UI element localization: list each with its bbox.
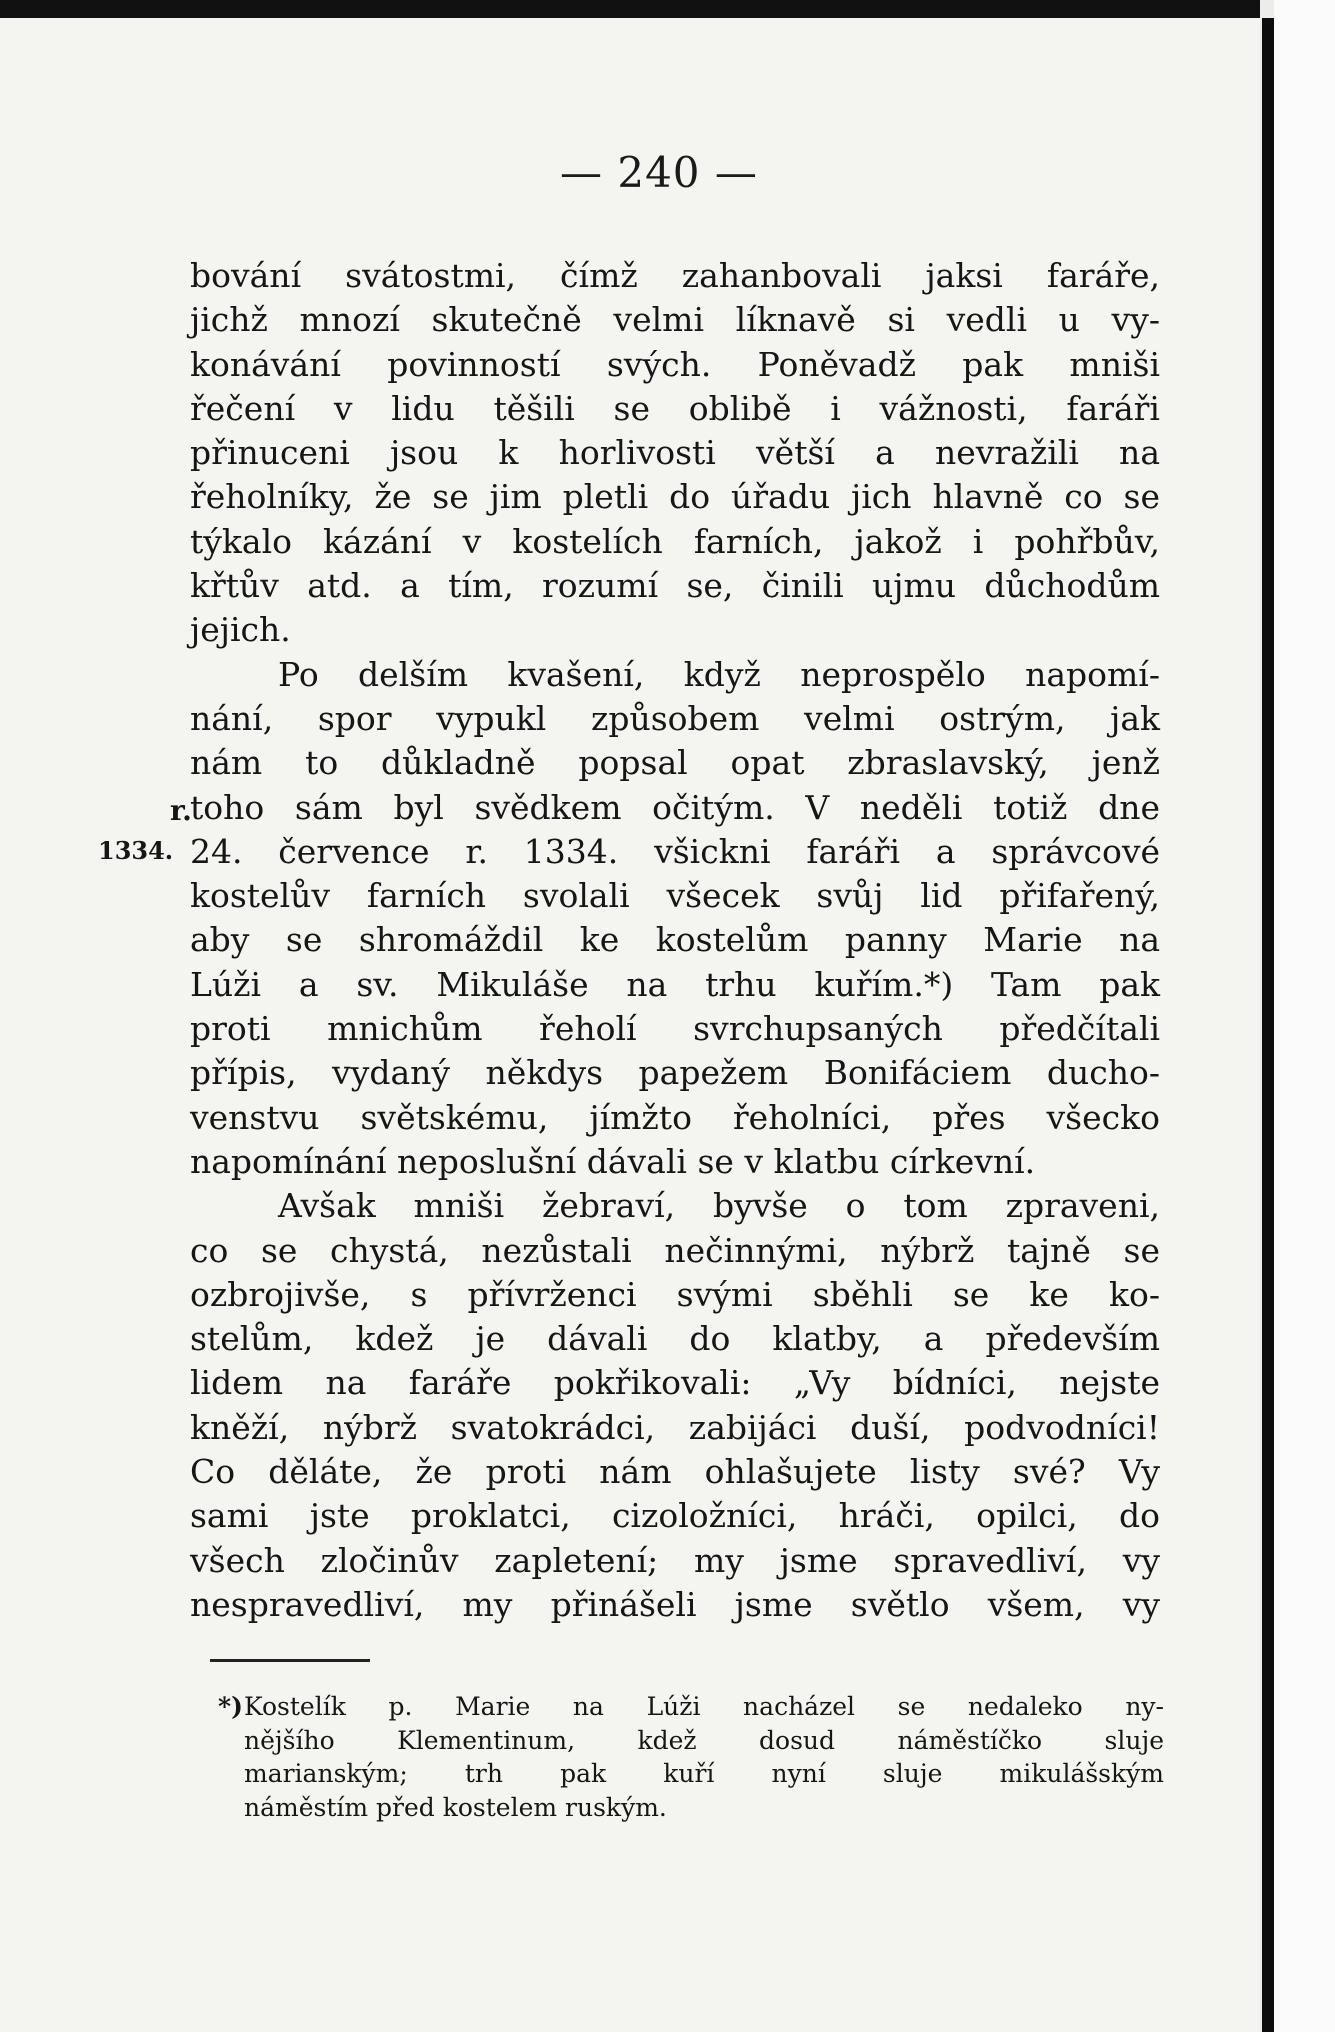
text-line: nání, spor vypukl způsobem velmi ostrým, jak	[190, 698, 1160, 738]
text-line: konávání povinností svých. Poněvadž pak mniši	[190, 344, 1160, 384]
text-line: stelům, kdež je dávali do klatby, a především	[190, 1319, 1160, 1359]
footnote-divider	[210, 1659, 370, 1662]
page-edge-shadow	[1262, 18, 1274, 2032]
footnote-line: Kostelík p. Marie na Lúži nacházel se nedaleko ny-	[244, 1692, 1164, 1721]
text-line: týkalo kázání v kostelích farních, jakož i pohřbův,	[190, 521, 1160, 561]
text-line: co se chystá, nezůstali nečinnými, nýbrž tajně se	[190, 1230, 1160, 1270]
text-line: přípis, vydaný někdys papežem Bonifáciem ducho-	[190, 1053, 1160, 1093]
text-line: Co děláte, že proti nám ohlašujete listy své? Vy	[190, 1452, 1160, 1492]
text-line: kostelův farních svolali všecek svůj lid přifařený,	[190, 876, 1160, 916]
text-line: jejich.	[190, 610, 291, 650]
text-line: napomínání neposlušní dávali se v klatbu církevní.	[190, 1141, 1036, 1181]
text-line: Lúži a sv. Mikuláše na trhu kuřím.*) Tam pak	[190, 964, 1160, 1004]
page-number: — 240 —	[560, 148, 758, 197]
text-line: lidem na faráře pokřikovali: „Vy bídníci, nejste	[190, 1363, 1160, 1403]
scan-margin	[1274, 0, 1335, 2032]
footnote	[218, 1690, 1164, 1824]
text-line: kněží, nýbrž svatokrádci, zabijáci duší, podvodníci!	[190, 1407, 1160, 1447]
text-line: venstvu světskému, jímžto řeholníci, přes všecko	[190, 1097, 1160, 1137]
text-line: aby se shromáždil ke kostelům panny Marie na	[190, 920, 1160, 960]
text-line: sami jste proklatci, cizoložníci, hráči, opilci, do	[190, 1496, 1160, 1536]
footnote-marker: *)	[218, 1692, 243, 1721]
text-line: všech zločinův zapletení; my jsme spravedliví, vy	[190, 1540, 1160, 1580]
text-line: nespravedliví, my přinášeli jsme světlo všem, vy	[190, 1584, 1160, 1624]
text-line: proti mnichům řeholí svrchupsaných předčítali	[190, 1009, 1160, 1049]
text-line: křtův atd. a tím, rozumí se, činili ujmu důchodům	[190, 566, 1160, 606]
text-line: Avšak mniši žebraví, byvše o tom zpraveni,	[278, 1186, 1160, 1226]
text-line: přinuceni jsou k horlivosti větší a nevražili na	[190, 433, 1160, 473]
margin-note-year: 1334.	[98, 836, 174, 865]
text-line: 24. července r. 1334. všickni faráři a správcové	[190, 831, 1160, 871]
text-line: ozbrojivše, s přívrženci svými sběhli se ke ko-	[190, 1274, 1160, 1314]
text-line: bování svátostmi, čímž zahanbovali jaksi faráře,	[190, 256, 1160, 295]
margin-note-label: r.	[170, 794, 192, 827]
footnote-line: marianským; trh pak kuří nyní sluje mikulášským	[244, 1759, 1164, 1788]
text-line: nám to důkladně popsal opat zbraslavský, jenž	[190, 743, 1160, 783]
text-line: toho sám byl svědkem očitým. V neděli totiž dne	[190, 787, 1160, 827]
body-text	[190, 254, 1160, 1627]
text-line: jichž mnozí skutečně velmi líknavě si vedli u vy-	[190, 300, 1160, 340]
text-line: řeholníky, že se jim pletli do úřadu jich hlavně co se	[190, 477, 1160, 517]
footnote-line: nějšího Klementinum, kdež dosud náměstíčko sluje	[244, 1725, 1164, 1755]
text-line: Po delším kvašení, když neprospělo napomí-	[278, 654, 1160, 694]
footnote-line: náměstím před kostelem ruským.	[244, 1792, 667, 1822]
text-line: řečení v lidu těšili se oblibě i vážnosti, faráři	[190, 388, 1160, 428]
